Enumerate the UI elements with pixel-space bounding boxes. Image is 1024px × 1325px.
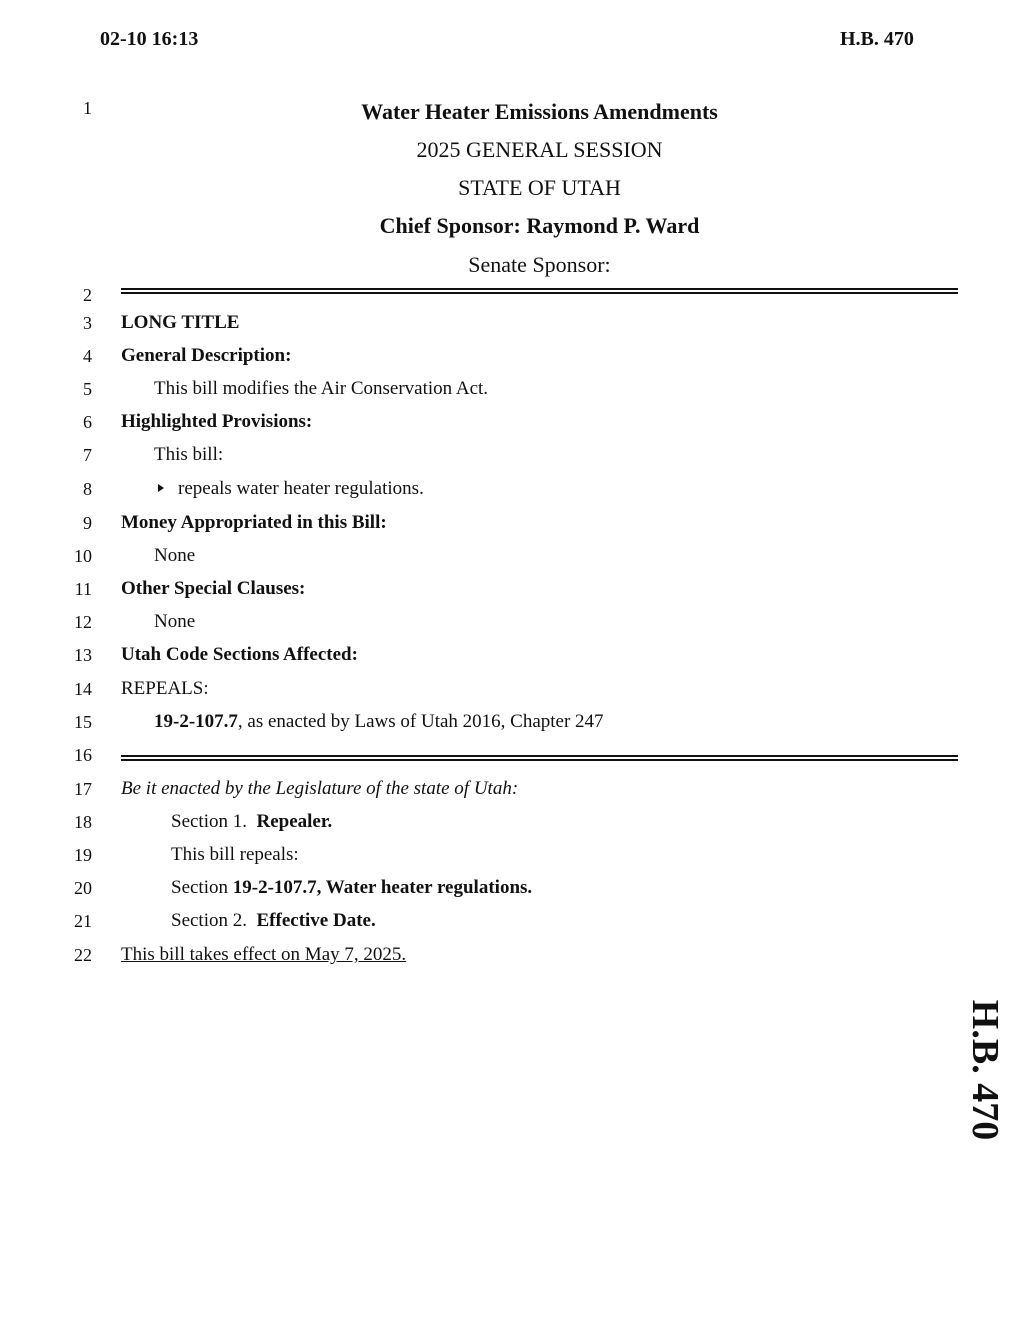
special-clauses-value: None xyxy=(154,611,196,632)
line-number: 10 xyxy=(74,546,92,566)
line-number: 15 xyxy=(74,712,92,732)
double-rule-top xyxy=(121,288,958,294)
side-bill-text: H.B. 470 xyxy=(964,999,1006,1141)
line-number: 5 xyxy=(83,379,92,399)
money-appropriated-heading: Money Appropriated in this Bill: xyxy=(121,512,387,533)
header-bill-number: H.B. 470 xyxy=(840,28,914,50)
line-number: 11 xyxy=(74,579,92,599)
line-number: 7 xyxy=(83,445,92,465)
session-line: 2025 GENERAL SESSION xyxy=(416,137,663,162)
bullet-triangle-icon xyxy=(158,484,164,492)
state-line: STATE OF UTAH xyxy=(458,175,621,200)
double-rule-bottom xyxy=(121,755,958,761)
line-number: 9 xyxy=(83,513,92,533)
special-clauses-heading: Other Special Clauses: xyxy=(121,578,306,599)
repealed-section-number: 19-2-107.7 xyxy=(154,711,238,732)
code-sections-heading: Utah Code Sections Affected: xyxy=(121,644,358,665)
header-datetime: 02-10 16:13 xyxy=(100,28,199,50)
repealed-section-reference xyxy=(171,876,532,900)
repealed-section-title: 19-2-107.7, Water heater regulations. xyxy=(232,877,533,898)
line-number: 14 xyxy=(74,679,92,699)
line-number: 19 xyxy=(74,845,92,865)
section-2-label: Section 2. xyxy=(171,910,247,931)
section-2-line xyxy=(171,909,376,933)
effective-date-text: This bill takes effect on May 7, 2025. xyxy=(121,944,407,965)
enacting-clause: Be it enacted by the Legislature of the state of Utah: xyxy=(121,778,519,799)
section-2-title: Effective Date. xyxy=(256,910,376,931)
line-number: 4 xyxy=(83,346,92,366)
section-1-title: Repealer. xyxy=(256,811,333,832)
line-number: 18 xyxy=(74,812,92,832)
line-number: 17 xyxy=(74,779,92,799)
line-number: 22 xyxy=(74,945,92,965)
line-number: 12 xyxy=(74,612,92,632)
line-number: 16 xyxy=(74,745,92,765)
highlighted-provisions-heading: Highlighted Provisions: xyxy=(121,411,313,432)
line-number: 20 xyxy=(74,878,92,898)
repeals-intro: This bill repeals: xyxy=(171,844,299,865)
general-description-heading: General Description: xyxy=(121,345,292,366)
line-number: 1 xyxy=(83,98,92,118)
line-number: 2 xyxy=(83,285,92,305)
money-appropriated-value: None xyxy=(154,545,196,566)
repeals-label: REPEALS: xyxy=(121,678,209,699)
long-title-heading: LONG TITLE xyxy=(121,312,240,333)
section-word: Section xyxy=(171,877,228,898)
line-number: 8 xyxy=(83,479,92,499)
bullet-item xyxy=(158,477,424,501)
this-bill-text: This bill: xyxy=(154,444,224,465)
section-1-line xyxy=(171,810,332,834)
repealed-section-line xyxy=(154,710,604,734)
line-number: 6 xyxy=(83,412,92,432)
senate-sponsor: Senate Sponsor: xyxy=(468,252,611,277)
section-1-label: Section 1. xyxy=(171,811,247,832)
line-number: 3 xyxy=(83,313,92,333)
bullet-text: repeals water heater regulations. xyxy=(178,478,424,499)
general-description-text: This bill modifies the Air Conservation Act. xyxy=(154,378,489,399)
line-number: 13 xyxy=(74,645,92,665)
side-bill-label xyxy=(960,1000,1010,1140)
repealed-section-detail: , as enacted by Laws of Utah 2016, Chapter 247 xyxy=(237,711,604,732)
chief-sponsor: Chief Sponsor: Raymond P. Ward xyxy=(379,213,700,238)
bill-title: Water Heater Emissions Amendments xyxy=(361,99,718,124)
line-number: 21 xyxy=(74,911,92,931)
